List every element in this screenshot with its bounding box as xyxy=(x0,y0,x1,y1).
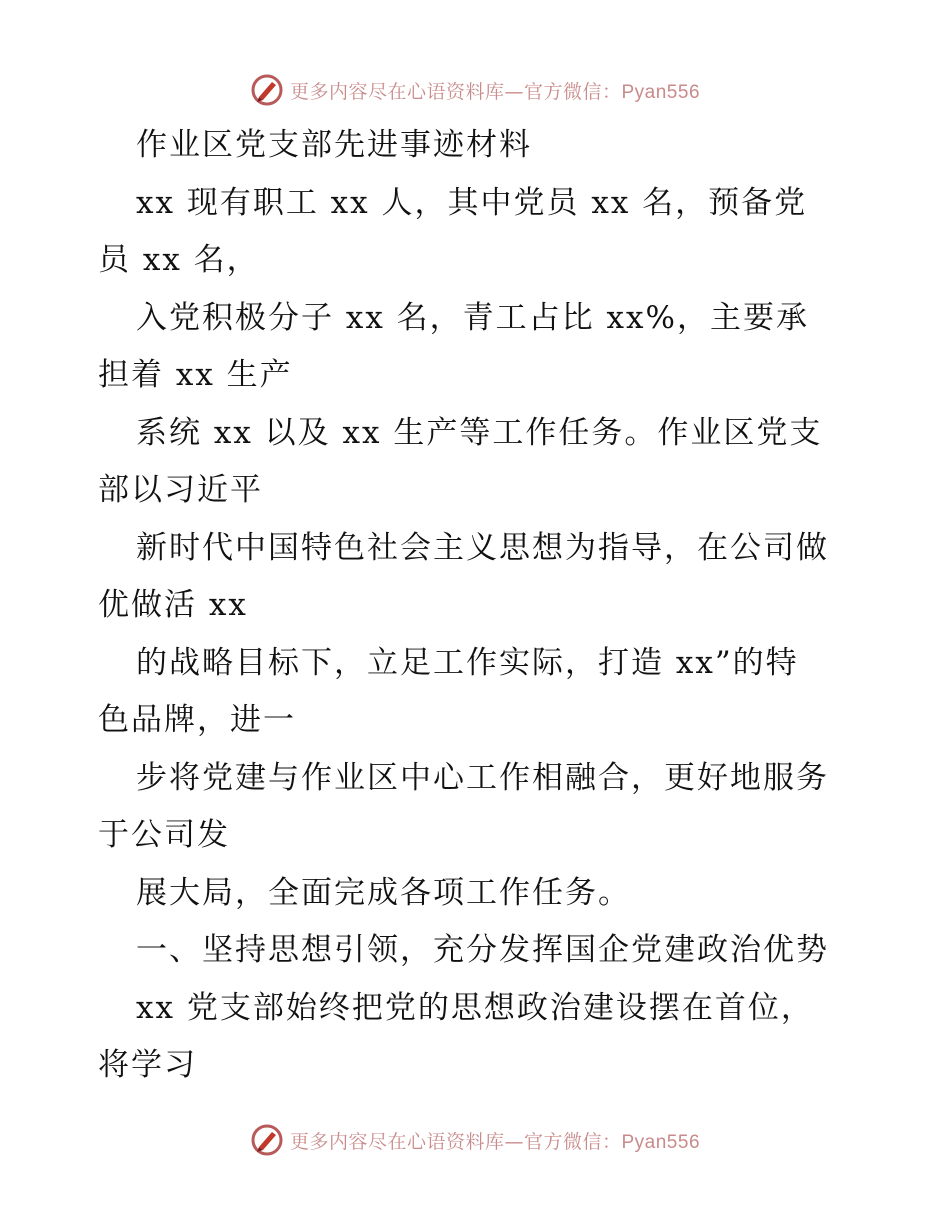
watermark-wechat: 官方微信：Pyan556 xyxy=(524,81,701,103)
text-line: 部以习近平 xyxy=(98,472,263,508)
text-line: 担着 xx 生产 xyxy=(98,357,293,393)
watermark-dash: — xyxy=(504,1130,524,1153)
pen-seal-icon xyxy=(250,1123,284,1157)
footer-watermark xyxy=(0,1120,950,1160)
header-watermark xyxy=(0,70,950,110)
text-line: 系统 xx 以及 xx 生产等工作任务。作业区党支 xyxy=(136,414,823,451)
text-line: 的战略目标下，立足工作实际，打造 xx”的特 xyxy=(136,644,799,681)
text-line: 步将党建与作业区中心工作相融合，更好地服务 xyxy=(136,759,829,796)
watermark-main: 更多内容尽在心语资料库 xyxy=(289,80,505,103)
document-body xyxy=(98,117,858,1095)
text-line: 于公司发 xyxy=(98,817,230,853)
watermark-text xyxy=(290,77,700,104)
pen-seal-icon xyxy=(250,73,284,107)
watermark-text xyxy=(290,1127,700,1154)
text-line: 优做活 xx xyxy=(98,587,248,623)
text-line: xx 党支部始终把党的思想政治建设摆在首位， xyxy=(136,989,814,1026)
text-line: 新时代中国特色社会主义思想为指导，在公司做 xyxy=(136,529,829,566)
text-line: 将学习 xyxy=(98,1047,197,1083)
text-line: 入党积极分子 xx 名，青工占比 xx%，主要承 xyxy=(136,299,809,336)
text-line: 一、坚持思想引领，充分发挥国企党建政治优势 xyxy=(136,932,829,968)
text-line: 展大局，全面完成各项工作任务。 xyxy=(136,874,631,911)
watermark-main: 更多内容尽在心语资料库 xyxy=(289,1130,505,1153)
text-line: xx 现有职工 xx 人，其中党员 xx 名，预备党 xyxy=(136,184,808,221)
text-line: 色品牌，进一 xyxy=(98,702,296,738)
watermark-dash: — xyxy=(504,80,524,103)
text-line: 员 xx 名， xyxy=(98,242,260,278)
watermark-wechat: 官方微信：Pyan556 xyxy=(524,1131,701,1153)
text-line: 作业区党支部先进事迹材料 xyxy=(136,127,532,163)
